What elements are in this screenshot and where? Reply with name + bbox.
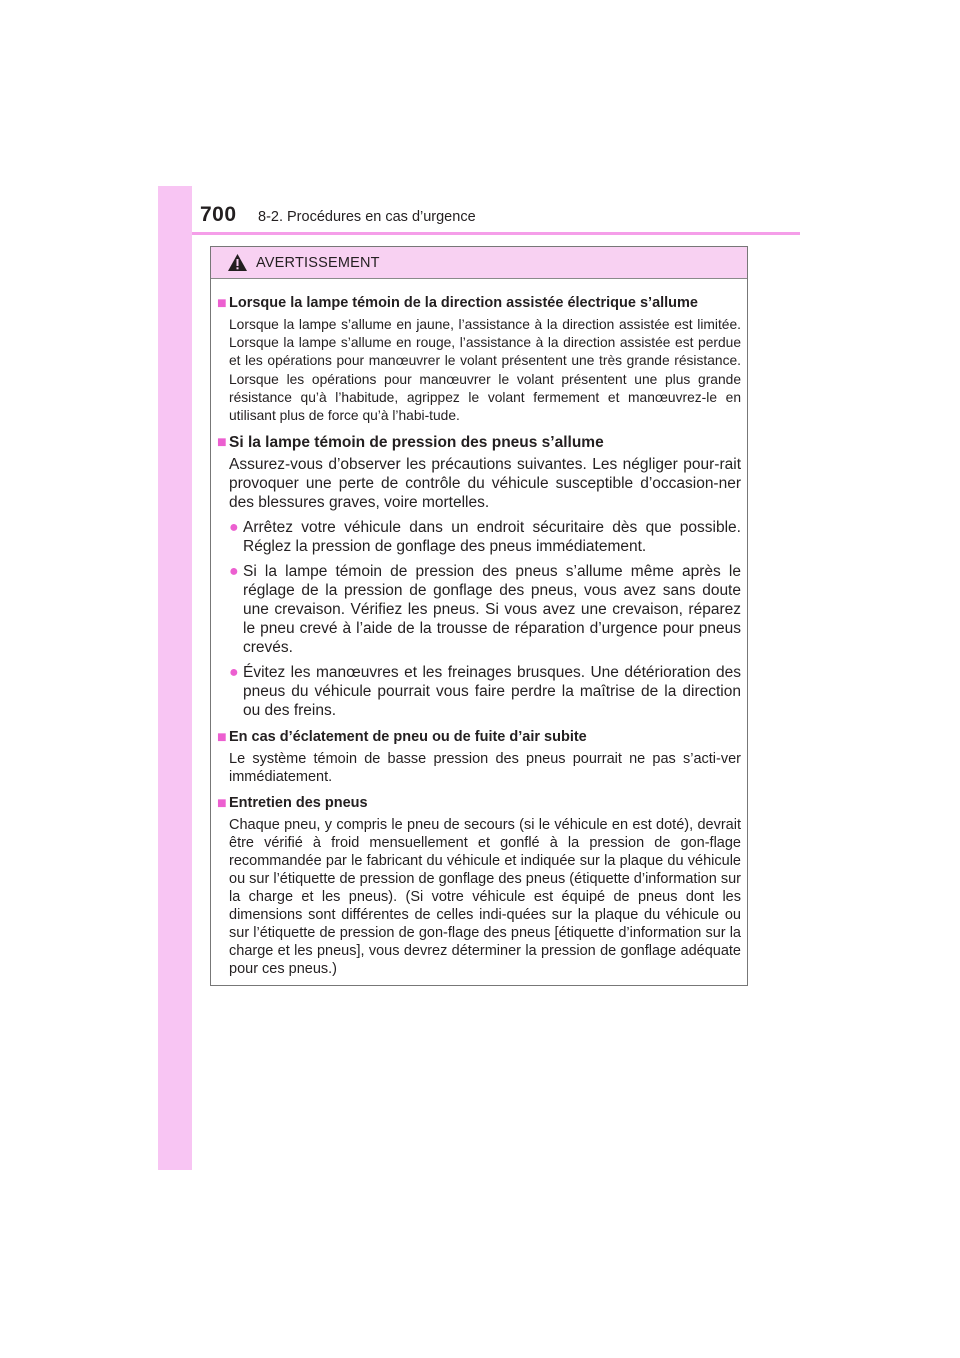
square-bullet-icon: ■ (217, 729, 227, 747)
warning-header (211, 247, 747, 279)
chapter-side-band (158, 186, 192, 1170)
warning-body (211, 279, 747, 978)
page-number: 700 (200, 203, 237, 226)
round-bullet-icon: ● (229, 664, 239, 682)
list-item: ● Arrêtez votre véhicule dans un endroit sécuritaire dès que possible. Réglez la pression de gonflage des pneus immédiatement. (229, 519, 741, 556)
section-paragraph: Chaque pneu, y compris le pneu de secours (si le véhicule en est doté), devrait être vérifié à froid mensuellement et gonflé à la pression de gon-flage recommandée par le fabricant du véhicule et indiquée sur la plaque du véhicule ou sur l’étiquette de pression de gonflage des pneus (étiquette d’information sur la charge et les pneus). (Si votre véhicule est équipé de pneus dont les dimensions sont différentes de celles indi-quées sur la plaque du véhicule ou sur l’étiquette de pression de gon-flage des pneus [étiquette d’information sur la charge et les pneus], vous devrez déterminer la pression de gonflage adéquate pour ces pneus.) (229, 817, 741, 978)
warning-triangle-icon (227, 253, 248, 272)
section-heading: ■ Lorsque la lampe témoin de la direction assistée électrique s’allume (217, 295, 698, 312)
section-heading: ■ Entretien des pneus (217, 795, 368, 813)
warning-title: AVERTISSEMENT (256, 254, 380, 271)
square-bullet-icon: ■ (217, 295, 227, 312)
square-bullet-icon: ■ (217, 795, 227, 813)
section-paragraph: Assurez-vous d’observer les précautions suivantes. Les négliger pour-rait provoquer une perte de contrôle du véhicule susceptible d’occasion-ner des blessures graves, voire mortelles. (229, 456, 741, 512)
round-bullet-icon: ● (229, 563, 239, 581)
section-paragraph: Le système témoin de basse pression des pneus pourrait ne pas s’acti-ver immédiatement. (229, 751, 741, 786)
section-heading: ■ En cas d’éclatement de pneu ou de fuite d’air subite (217, 729, 587, 747)
square-bullet-icon: ■ (217, 434, 227, 452)
section-paragraph: Lorsque la lampe s’allume en jaune, l’assistance à la direction assistée est limitée. Lorsque la lampe s’allume en rouge, l’assistance à la direction assistée est perdue et les opérations pour manœuvrer le volant présentent une très grande résistance. Lorsque les opérations pour manœuvrer le volant présentent une plus grande résistance qu’à l’habitude, agrippez le volant fermement et manœuvrez-le en utilisant plus de force qu’à l’habi-tude. (229, 317, 741, 424)
section-heading: ■ Si la lampe témoin de pression des pneus s’allume (217, 434, 604, 452)
round-bullet-icon: ● (229, 519, 239, 537)
list-item: ● Évitez les manœuvres et les freinages brusques. Une détérioration des pneus du véhicule pourrait vous faire perdre la maîtrise de la direction ou des freins. (229, 664, 741, 720)
list-item: ● Si la lampe témoin de pression des pneus s’allume même après le réglage de la pression de gonflage des pneus, vous avez sans doute une crevaison. Vérifiez les pneus. Si vous avez une crevaison, réparez le pneu crevé à l’aide de la trousse de réparation d’urgence pour pneus crevés. (229, 563, 741, 657)
section-title: 8-2. Procédures en cas d’urgence (258, 209, 476, 225)
header-rule (192, 232, 800, 235)
warning-box (210, 246, 748, 986)
